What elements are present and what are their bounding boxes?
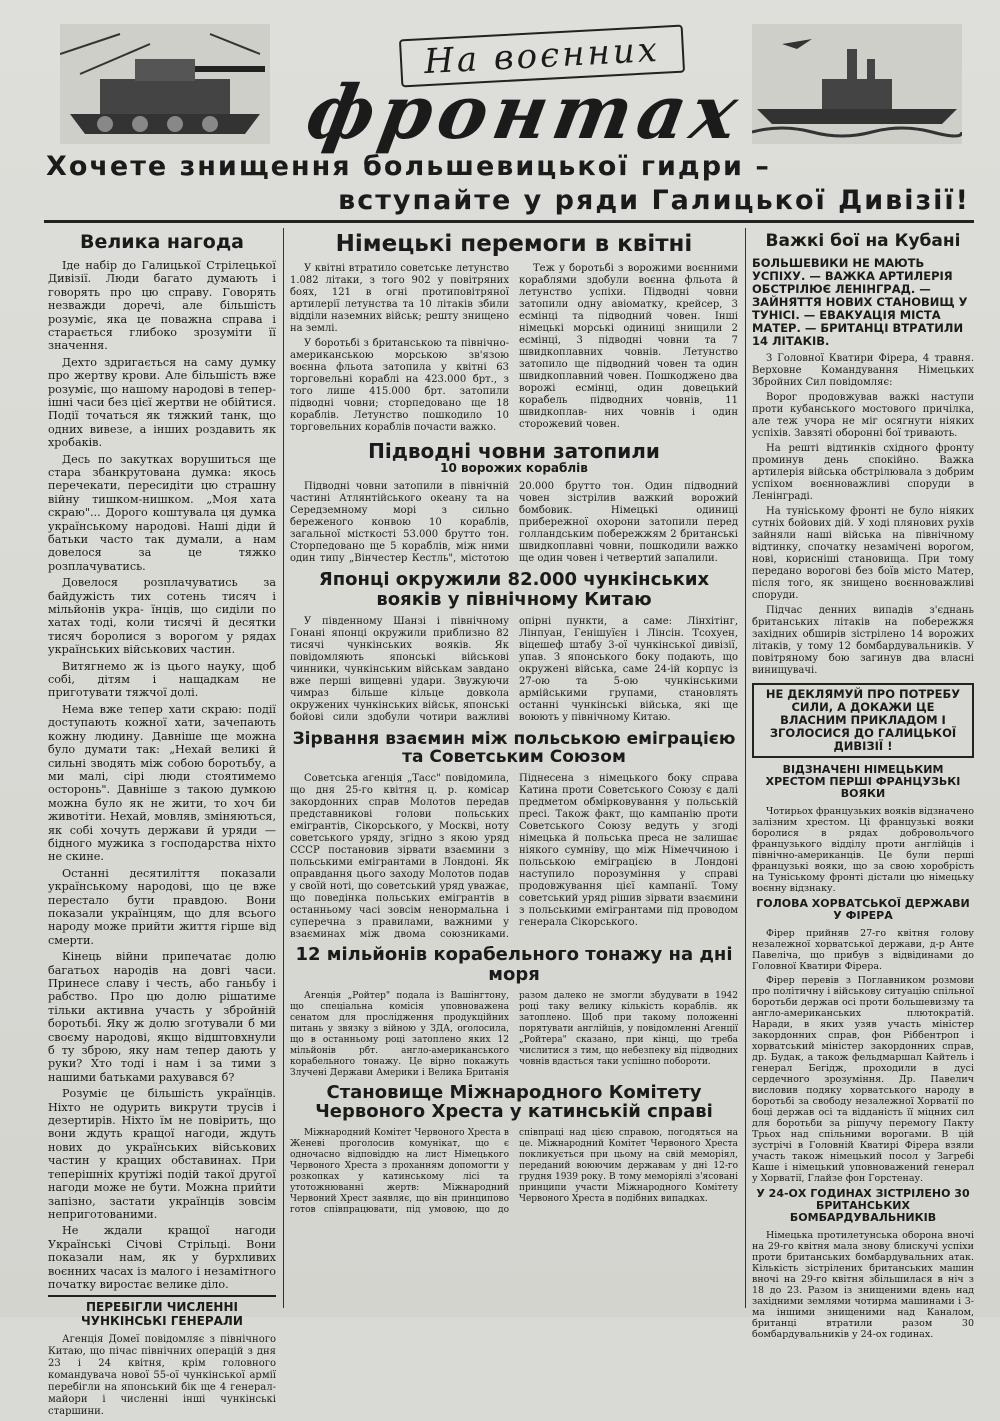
paragraph: Останні десятиліття показали українському народові, що це вже перестало бути правдою. Вони показали українцям, що для всього народу може прийти життя гірше від смерти. (48, 866, 276, 947)
paragraph: Советська агенція „Тасс" повідомила, що дня 25-го квітня ц. р. комісар закордонних справ Молотов передав представникові голови польських емігрантів, Сікорського, у Москві, ноту советського уряду, згідно з якою уряд СССР постановив зірвати взаємини з польськими емігрантами в Лондоні. Як оправдання цього заходу Молотов подав у своїй ноті, що советський уряд уважає, що поведінка польських емігрантів в останньому часі зовсім ненормальна і суперечна з правилами, важними у взаєминах між двома союзниками. Піднесена з німецького боку справа Катина проти Советського Союзу є далі предметом обмірковування у польській пресі. Також факт, що кампанію проти Советського Союзу ведуть у згоді німецька й польська преса не залишає ніякого сумніву, що між Німеччиною і польською еміграцією в Лондоні наступило порозуміння у справі продовжування цієї кампанії. Тому советський уряд рішив зірвати взаємини з польськими емігрантами під проводом генерала Сікорського. (290, 772, 738, 940)
article-headline: ВІДЗНАЧЕНІ НІМЕЦЬКИМ ХРЕСТОМ ПЕРШІ ФРАНЦУЗЬКІ ВОЯКИ (765, 762, 961, 800)
paragraph: Довелося розплачуватись за байдужість тих сотень тисяч і мільйонів укра- їнців, що сиділи по хатах тоді, коли тисячі й десятки тисяч боролися з ворогом у рядах українських військових частин. (48, 576, 276, 657)
article-headline: У 24-ОХ ГОДИНАХ ЗІСТРІЛЕНО 30 БРИТАНСЬКИХ БОМБАРДУВАЛЬНИКІВ (756, 1187, 970, 1225)
column-divider (283, 228, 284, 1308)
article-headline: Велика нагода (79, 231, 245, 253)
paragraph: У квітні втратило советське летунство 1.082 літаки, з того 902 у повітряних боях, 121 в огні протиповітряної артилерії летунства та 10 літаків збили відділи наземних військ; решту знищено на землі. (290, 263, 509, 335)
article-headline: ГОЛОВА ХОРВАТСЬКОЇ ДЕРЖАВИ У ФІРЕРА (756, 896, 970, 923)
paragraph: З Головної Кватири Фірера, 4 травня. Верховне Командування Німецьких Збройних Сил повідомляє: (752, 352, 974, 388)
recruitment-box: НЕ ДЕКЛЯМУЙ ПРО ПОТРЕБУ СИЛИ, А ДОКАЖИ ЦЕ ВЛАСНИМ ПРИКЛАДОМ І ЗГОЛОСИСЯ ДО ГАЛИЦЬКОЇ ДИВІЗІЇ ! (752, 683, 974, 758)
paragraph: Нема вже тепер хати скраю: події доступають кожної хати, зачепають кожну людину. Давніше ще можна було думати так: „Нехай великі й сильні зводять між собою боротьбу, а ми малі, сірі люди стоятимемо осторонь". Давніше з такою думкою можна було як не жити, то хоч би животіти. Нехай, мовляв, зміняються, як собі хочуть держави й уряди — бідного мужика з господарства ніхто не скине. (48, 702, 276, 864)
paragraph: Чотирьох французьких вояків відзначено залізним хрестом. Ці французькі вояки боролися в рядах добровольчого французького відділу проти англійців і північно-американців. Це були перші французькі вояки, що за свою хоробрість на Туніському фронті дістали цю німецьку воєнну відзнаку. (752, 805, 974, 894)
middle-column (290, 232, 738, 1216)
paragraph: У південному Шанзі і північному Гонані японці окружили приблизно 82 тисячі чункінських вояків. Як повідомляють японські військові чинники, чункінським військам завдано вже перші вищевні удари. Звужуючи чимраз більше кільце довкола окружених чункінських військ, японські бойові сили здобули чотири важливі опірні пункти, а саме: Лінхітінг, Лінпуан, Генішуїєн і Лінсін. Тсохуен, віцешеф штабу 3-ої чункінської дивізії, упав. З японського боку подають, що окружені війська, саме 24-ій корпус із 27-ою та 5-ою чункінськими армійськими групами, становлять останні чункінські війська, які ще воюють у північному Китаю. (290, 616, 738, 724)
paragraph: На решті відтинків східного фронту проминув день спокійно. Важка артилерія війська обстрілювала з добрим успіхом воєнноважливі споруди в Ленінграді. (752, 442, 974, 502)
tank-illustration (60, 24, 270, 144)
masthead-title: фронтах (300, 70, 750, 156)
paragraph: Підчас денних випадів з'єднань британських літаків на побережжя західних обширів зістрілено 14 ворожих літаків, у тому 12 бомбардувальників. У повітряному бою загинув два власні винищувачі. (752, 604, 974, 676)
article-headline: ПЕРЕБІГЛИ ЧИСЛЕННІ ЧУНКІНСЬКІ ГЕНЕРАЛИ (81, 1300, 243, 1328)
paragraph: Підводні човни затопили в північній частині Атлянтійського океану та на Середземному морі з сильно береженого конвою 10 кораблів, загальної місткості 53.000 брутто тон. Сторпедовано ще 5 кораблів, між ними один типу „Вінчестер Кестль", містотою 20.000 брутто тон. Один підводний човен зістрілив важкий ворожий бомбовик. Німецькі одиниці прибережної охорони затопили перед голландським побережжям 2 британські швидкоплавні човни, пошкодили важко ще один човен і четвертий запалили. (290, 480, 738, 564)
paragraph: Не ждали кращої нагоди Українські Січові Стрільці. Вони показали нам, як у бурхливих воєнних часах із малого і незамітного початку виростає велике діло. (48, 1224, 276, 1291)
paragraph: Фірер прийняв 27-го квітня голову незалежної хорватської держави, д-р Анте Павеліча, що прибув з відвідинами до Головної Кватири Фірера. (752, 928, 974, 973)
paragraph: У боротьбі з британською та північно-американською морською зв'язою воєнна фльота затопила у квітні 63 торговельні кораблі на 423.000 брт., з того лише 415.000 брт. затопили підводні човни; сторпедовано ще 18 кораблів. Летунство пошкодило 10 торговельних кораблів почасти важко. (290, 338, 509, 434)
paragraph: Десь по закутках ворушиться ще стара збанкрутована думка: якось перечекати, пересидіти цю страшну війну тишком-нишком. „Моя хата скраю"... Дорого коштувала ця думка українському народові. Наші діди й батьки часто так думали, а нам довелося за це тяжко розплачуватись. (48, 452, 276, 573)
paragraph: Іде набір до Галицької Стрілецької Дивізії. Люди багато думають і говорять про цю справу. Говорять незважди доречі, але більшість розуміє, яка це поважна справа і старається глибоко зрозуміти її значення. (48, 258, 276, 353)
paragraph: Розуміє це більшість українців. Ніхто не одурить викрути трусів і дезертирів. Ніхто їм не повірить, що вони ждуть кращої нагоди, ждуть нових до українських військових частин у кращих обставинах. При теперішніх крутіжі подій такої другої нагоди може не бути. Можна прийти запізно, застати українців зовсім неприготованими. (48, 1087, 276, 1221)
paragraph: На туніському фронті не було ніяких сутніх бойових дій. У ході плянових рухів зайняли наші війська на північному відтинку, спочатку незамічені ворогом, нові, корисніші становища. При тому передано ворогові без боїв місто Матер, після того, як знищено воєнноважливі споруди. (752, 505, 974, 601)
paragraph: Агенція Домеї повідомляє з північного Китаю, що пiчас північних операцій з дня 23 і 24 квітня, крім головного командувача нової 55-ої чункінської армії перебігли на японський бік ще 4 генерал-майори і численні інші чункінські старшини. (48, 1333, 276, 1417)
paragraph: Дехто здригається на саму думку про жертву крови. Але більшість вже розуміє, що нашому народові в тепер- ішні часи без цієї жертви не обійтися. Події точаться як тяжкий танк, що одних вивезе, а інших роздавить як хробаків. (48, 355, 276, 450)
paragraph: Міжнародний Комітет Червоного Хреста в Женеві проголосив комунікат, що є одночасно відповіддю на лист Німецького Червоного Хреста з проханням допомогти у розкопках у катинському лісі та утотожнюванні жертв: Міжнародний Червоний Хрест заявляє, що він принципово готов співпрацювати, під умовою, що до співпраці над цією справою, погодяться на це. Міжнародний Комітет Червоного Хреста покликується при цьому на свій меморіял, переданий воюючим державам у дні 12-го грудня 1939 року. В тому меморіялі з'ясовані принципи участи Міжнародного Комітету Червоного Хреста в подібних випадках. (290, 1128, 738, 1216)
warship-illustration (752, 24, 962, 144)
article-headline: Становище Міжнародного Комітету Червоного Хреста у катинській справі (315, 1081, 713, 1123)
paragraph: Витягнемо ж із цього науку, щоб собі, дітям і нащадкам не приготувати тяжчої долі. (48, 659, 276, 700)
paragraph: Німецька протилетунська оборона вночі на 29-го квітня мала знову блискучі успіхи проти британських бомбардувальних атак. Кількість зістрілених британських машин вночі на 29-го квітня збільшилася в ніч з 18 до 23. Разом із знищеними вдень над західними землями чотирма машинами і 3-ма іншими знищеними над Каналом, британці втратили разом 30 бомбардувальників у 24-ох годинах. (752, 1230, 974, 1341)
left-column (48, 232, 276, 1421)
article-headline: Зірвання взаємин між польською еміграцією та Советським Союзом (292, 728, 736, 768)
column-divider (745, 228, 746, 1308)
article-subheadline: 10 ворожих кораблів (440, 460, 588, 475)
masthead (40, 18, 970, 156)
paragraph: Фірер перевів з Поглавником розмови про політичну і військову ситуацію спільної боротьби держав осі проти большевизму та англо-американських плютократій. Наради, в яких узяв участь міністер закордонних справ, фон Ріббентроп і хорватський міністер закордонних справ, др. Будак, а також фельдмаршал Кайтель і генерал Бегідж, проходили в дусі сердечного зрозуміння. Др. Павелич висловив подяку хорватського народу в боротьбі за свободу незалежної Хорватії по боці держав осі та відданість її міцних сил для боротьби за рішучу перемогу Пакту Трьох над спільними ворогами. В цій зустрічі в Головній Кватирі Фірера взяли участь також німецький посол у Загребі Каше і німецький уповноважений генерал у Хорватії, Глайзе фон Горстенау. (752, 975, 974, 1185)
article-headline: Японці окружили 82.000 чункінських вояків у північному Китаю (318, 569, 710, 611)
paragraph: Ворог продовжував важкі наступи проти кубанського мостового причілка, але теж учора не міг осягнути ніяких успіхів. Завзяті оборонні бої тривають. (752, 391, 974, 439)
slogan-line-1: Хочете знищення большевицької гидри – (46, 151, 771, 182)
header-rule (44, 220, 974, 223)
right-column (752, 232, 974, 1343)
paragraph: Агенція „Ройтер" подала із Вашінгтону, що спеціальна комісія уповноважена сенатом для прослідження продукційних питань у звязку з війною у ЗДА, оголосила, що в останньому році затоплено яких 12 мільйонів рбт. англо-американського корабельного тонажу. Це вірно покажуть Злучені Держави Америки і Велика Британія разом далеко не змогли збудувати в 1942 році таку велику кількість кораблів. як затоплено. Щоб при такому положенні порятувати англійців, у повідомленні Агенції „Ройтера" сказано, при кінці, що треба числитися з тим, що небезпеку від підводних човнів вдасться таки успішно побороти. (290, 990, 738, 1078)
article-headline: Важкі бої на Кубані (765, 231, 961, 251)
paragraph: Кінець війни припечатає долю багатьох народів на довгі часи. Принесе славу і честь, або ганьбу і рабство. Про цю долю рішатиме тільки активна участь у збройній боротьбі. Яку ж долю зготували б ми своєму народові, якщо відштовхнули б ту зброю, яку нам тепер дають у руки? Хто тоді і нам і за тими з нашими батьками рахувався б? (48, 950, 276, 1084)
article-headline: 12 мільйонів корабельного тонажу на дні моря (295, 943, 733, 985)
masthead-subtitle: На воєнних (399, 25, 685, 88)
recruitment-slogan (40, 150, 970, 218)
slogan-line-2: вступайте у ряди Галицької Дивізії! (338, 185, 970, 216)
article-subheadline: БОЛЬШЕВИКИ НЕ МАЮТЬ УСПІХУ. — ВАЖКА АРТИЛЕРІЯ ОБСТРІЛЮЄ ЛЕНІНГРАД. — ЗАЙНЯТТЯ НОВИХ СТАНОВИЩ У ТУНІСІ. — ЕВАКУАЦІЯ МІСТА МАТЕР. — БРИТАНЦІ ВТРАТИЛИ 14 ЛІТАКІВ. (752, 255, 968, 348)
article-headline: Німецькі перемоги в квітні (335, 231, 693, 257)
paragraph: Теж у боротьбі з ворожими воєнними кораблями здобули воєнна фльота й летунство успіхи. Підводні човни затопили одну авіоматку, крейсер, 3 есмінці та підводний човен. Інші німецькі морські одиниці знищили 2 есмінці, 3 підводні човни та 7 швидкоплавних човнів. Летунство затопило ще підводний човен та один швидкоплавний човен. Пошкоджено два ворожі есмінці, один довецький корабель підводних човнів, 11 швидкоплав- них човнів і один сторожевий човен. (519, 263, 738, 431)
article-headline: Підводні човни затопили (368, 438, 660, 463)
